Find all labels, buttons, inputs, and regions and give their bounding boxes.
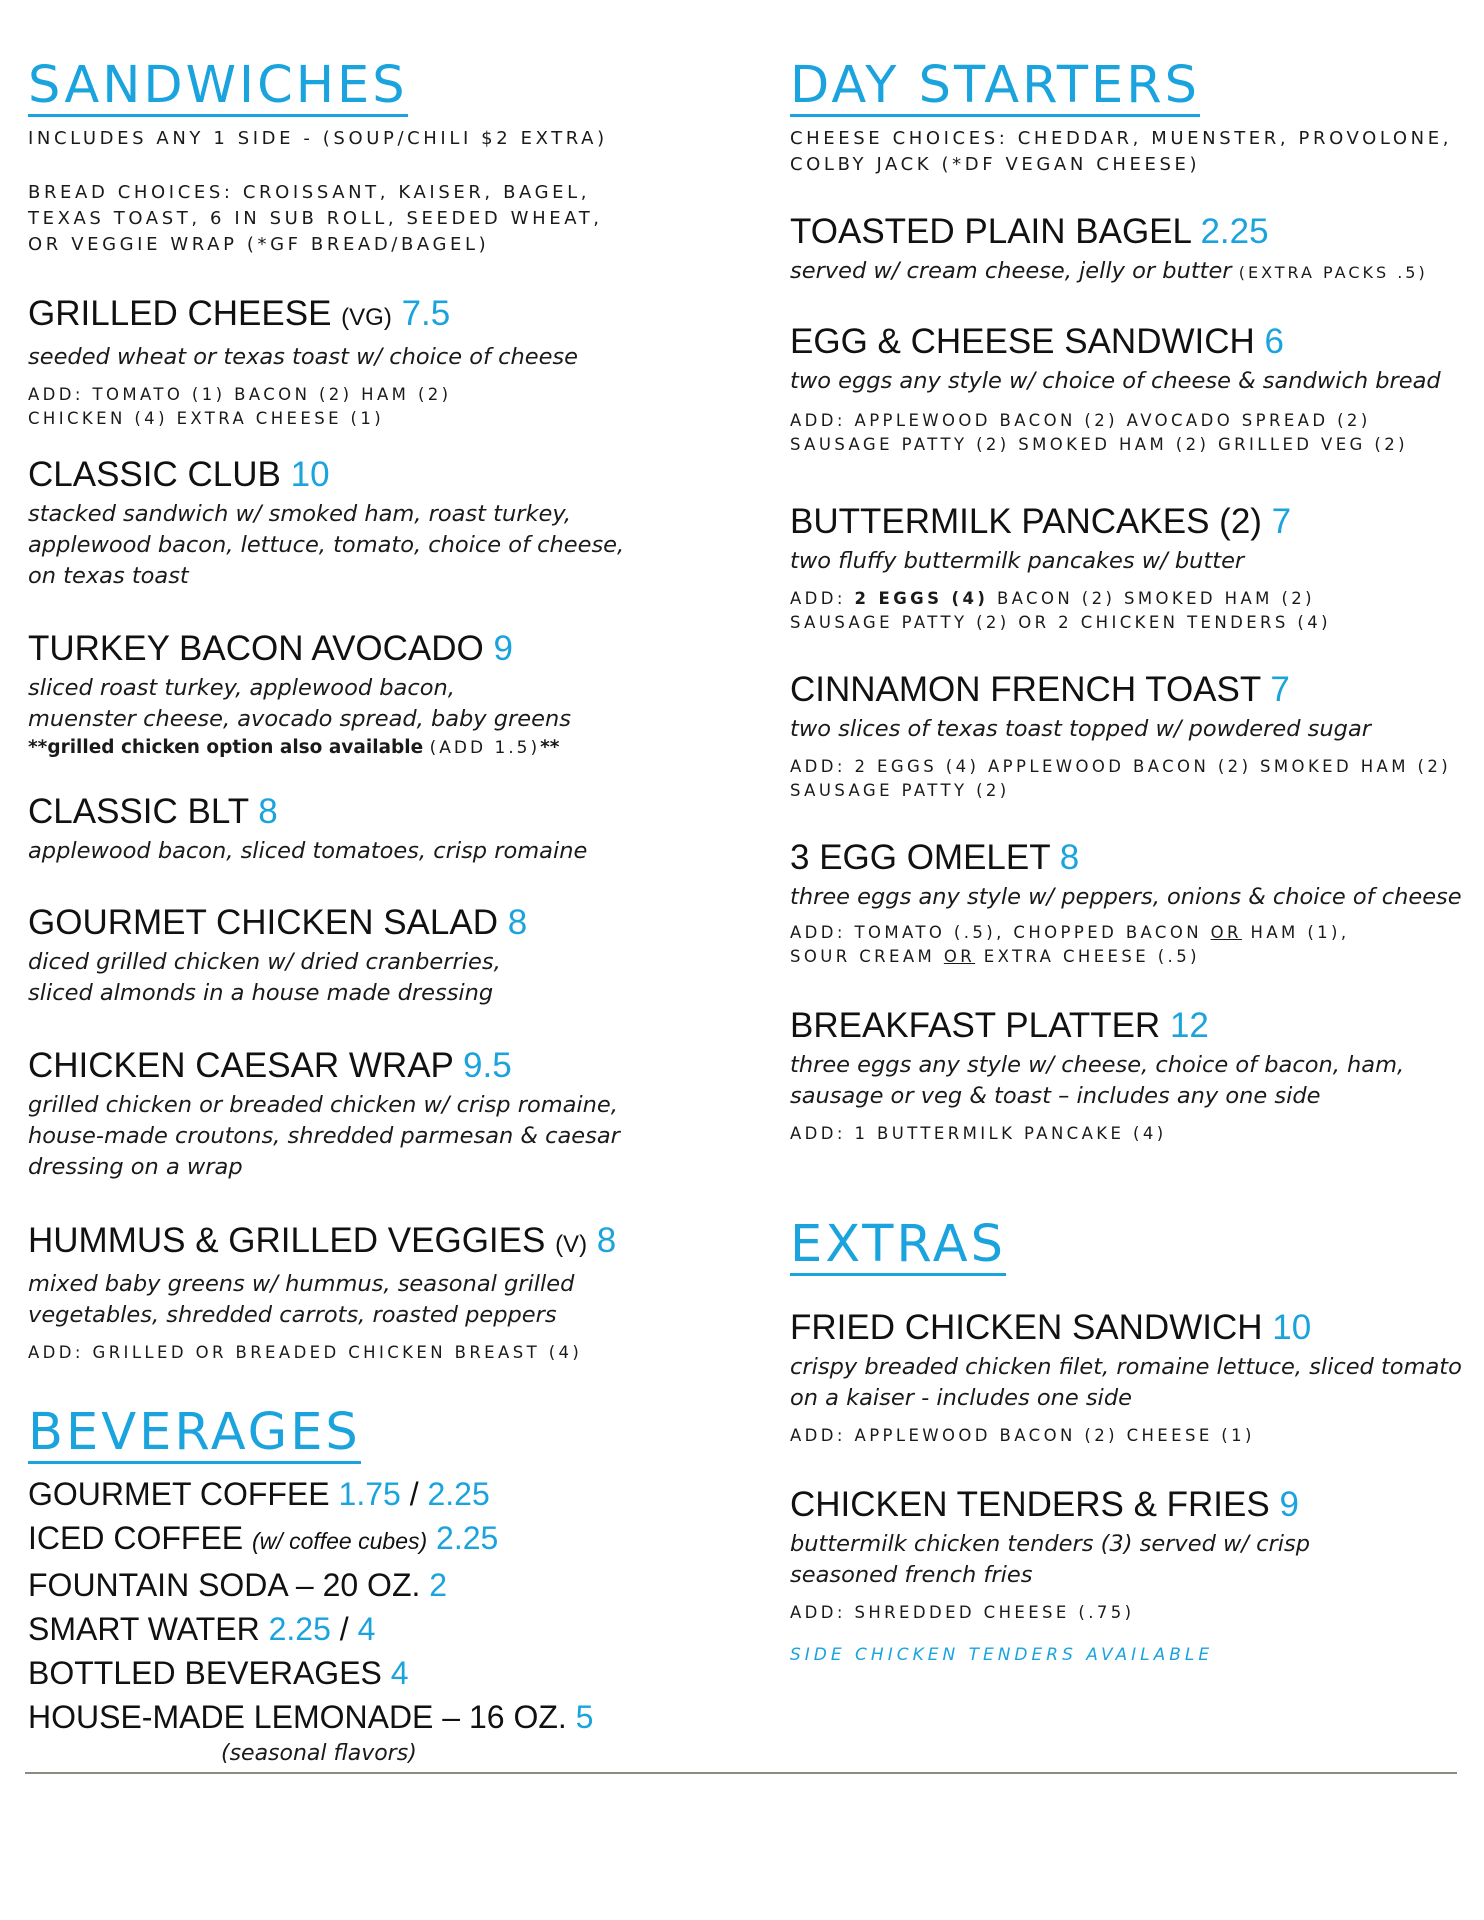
item-title <box>28 1221 748 1265</box>
item-price: 8 <box>1059 838 1080 877</box>
item-description: buttermilk chicken tenders (3) served w/ crisp <box>790 1531 1311 1557</box>
item-description: two slices of texas toast topped w/ powdered sugar <box>790 716 1371 742</box>
item-tag: (VG) <box>341 304 392 331</box>
price-separator: / <box>339 1611 349 1647</box>
item-name: TOASTED PLAIN BAGEL <box>790 212 1191 251</box>
item-add-ons <box>790 945 1470 969</box>
item-description: applewood bacon, lettuce, tomato, choice of cheese, <box>28 532 625 558</box>
beverage-price: 4 <box>390 1655 409 1691</box>
option-note-end: ** <box>540 737 560 758</box>
item-price: 7.5 <box>401 294 451 333</box>
beverages-header <box>28 1405 748 1464</box>
item-price: 9.5 <box>463 1046 512 1085</box>
menu-item-hummus-grilled-veggies <box>28 1221 748 1365</box>
item-description: sliced almonds in a house made dressing <box>28 980 494 1006</box>
cheese-choices-line: COLBY JACK (*DF VEGAN CHEESE) <box>790 154 1201 175</box>
item-name: GRILLED CHEESE <box>28 294 332 333</box>
add-prefix: ADD: <box>790 589 855 608</box>
bread-choices-line: OR VEGGIE WRAP (*GF BREAD/BAGEL) <box>28 234 490 255</box>
day-starters-header <box>790 58 1470 117</box>
item-name: TURKEY BACON AVOCADO <box>28 629 484 668</box>
beverage-price: 2.25 <box>268 1611 331 1647</box>
item-name: CINNAMON FRENCH TOAST <box>790 670 1261 709</box>
sandwiches-title: SANDWICHES <box>28 56 408 115</box>
item-add-ons: ADD: SHREDDED CHEESE (.75) <box>790 1603 1135 1622</box>
item-title <box>790 1485 1470 1525</box>
item-description: crispy breaded chicken filet, romaine lettuce, sliced tomato <box>790 1354 1462 1380</box>
menu-item-cinnamon-french-toast <box>790 670 1470 803</box>
menu-item-classic-blt <box>28 792 748 867</box>
item-description: on texas toast <box>28 563 189 589</box>
item-add-ons <box>790 587 1470 611</box>
beverage-price: 2 <box>429 1567 448 1603</box>
item-description: two eggs any style w/ choice of cheese & sandwich bread <box>790 368 1441 394</box>
item-title <box>28 1046 748 1086</box>
item-price: 8 <box>258 792 278 831</box>
bread-choices-line: TEXAS TOAST, 6 IN SUB ROLL, SEEDED WHEAT, <box>28 208 603 229</box>
item-title <box>28 629 748 669</box>
menu-item-gourmet-chicken-salad <box>28 903 748 1009</box>
item-name: CHICKEN CAESAR WRAP <box>28 1046 454 1085</box>
beverage-price: 2.25 <box>427 1476 490 1512</box>
add-or: OR <box>943 947 976 966</box>
item-description: dressing on a wrap <box>28 1154 243 1180</box>
item-title <box>28 792 748 832</box>
item-add-ons: SAUSAGE PATTY (2) <box>790 781 1010 800</box>
item-description: stacked sandwich w/ smoked ham, roast turkey, <box>28 501 572 527</box>
item-price: 9 <box>1279 1485 1299 1524</box>
add-or: OR <box>1210 923 1242 942</box>
side-chicken-tenders-note: SIDE CHICKEN TENDERS AVAILABLE <box>790 1645 1214 1665</box>
item-name: HUMMUS & GRILLED VEGGIES <box>28 1221 546 1260</box>
beverage-name: SMART WATER <box>28 1611 260 1647</box>
item-description: house-made croutons, shredded parmesan & caesar <box>28 1123 620 1149</box>
item-add-ons: SAUSAGE PATTY (2) SMOKED HAM (2) GRILLED VEG (2) <box>790 435 1408 454</box>
sandwiches-side-note: INCLUDES ANY 1 SIDE - (SOUP/CHILI $2 EXTRA) <box>28 128 608 149</box>
item-description: mixed baby greens w/ hummus, seasonal grilled <box>28 1271 575 1297</box>
day-starters-title: DAY STARTERS <box>790 56 1201 115</box>
beverage-price: 5 <box>575 1699 594 1735</box>
item-title <box>790 502 1470 542</box>
beverage-item <box>28 1607 748 1651</box>
sandwiches-header <box>28 58 748 117</box>
item-price: 7 <box>1270 670 1290 709</box>
item-title <box>790 670 1470 710</box>
menu-item-3-egg-omelet <box>790 838 1470 969</box>
item-price: 8 <box>596 1221 617 1260</box>
item-name: 3 EGG OMELET <box>790 838 1050 877</box>
item-title <box>28 294 748 338</box>
add-rest: BACON (2) SMOKED HAM (2) <box>988 589 1316 608</box>
beverage-name: ICED COFFEE <box>28 1520 244 1556</box>
item-price: 9 <box>493 629 513 668</box>
item-add-ons: CHICKEN (4) EXTRA CHEESE (1) <box>28 409 385 428</box>
item-description: diced grilled chicken w/ dried cranberries, <box>28 949 501 975</box>
item-description: two fluffy buttermilk pancakes w/ butter <box>790 548 1245 574</box>
menu-item-toasted-plain-bagel <box>790 212 1470 288</box>
item-price: 10 <box>1272 1308 1312 1347</box>
beverage-name: HOUSE-MADE LEMONADE – 16 OZ. <box>28 1699 567 1735</box>
item-add-ons: ADD: 1 BUTTERMILK PANCAKE (4) <box>790 1124 1167 1143</box>
item-description: sausage or veg & toast – includes any one side <box>790 1083 1321 1109</box>
item-name: GOURMET CHICKEN SALAD <box>28 903 498 942</box>
extras-header <box>790 1217 1470 1276</box>
item-description: grilled chicken or breaded chicken w/ crisp romaine, <box>28 1092 618 1118</box>
add-text: ADD: TOMATO (.5), CHOPPED BACON <box>790 923 1211 942</box>
menu-item-chicken-caesar-wrap <box>28 1046 748 1183</box>
item-description: seeded wheat or texas toast w/ choice of cheese <box>28 344 578 370</box>
menu-item-fried-chicken-sandwich <box>790 1308 1470 1448</box>
item-price: 12 <box>1169 1006 1209 1045</box>
menu-item-breakfast-platter <box>790 1006 1470 1146</box>
menu-item-chicken-tenders-fries <box>790 1485 1470 1625</box>
item-price: 6 <box>1264 322 1284 361</box>
beverage-item <box>28 1651 748 1695</box>
item-description-text: served w/ cream cheese, jelly or butter <box>790 258 1232 284</box>
add-text: HAM (1), <box>1241 923 1350 942</box>
beverage-name: GOURMET COFFEE <box>28 1476 330 1512</box>
item-add-ons: SAUSAGE PATTY (2) OR 2 CHICKEN TENDERS (4) <box>790 613 1332 632</box>
extras-title: EXTRAS <box>790 1215 1007 1274</box>
item-title <box>790 838 1470 878</box>
item-add-ons: ADD: TOMATO (1) BACON (2) HAM (2) <box>28 385 452 404</box>
item-description: vegetables, shredded carrots, roasted peppers <box>28 1302 557 1328</box>
item-add-ons: ADD: GRILLED OR BREADED CHICKEN BREAST (4) <box>28 1343 583 1362</box>
beverage-note: (seasonal flavors) <box>221 1741 417 1766</box>
beverage-item <box>28 1516 748 1563</box>
item-title <box>28 455 748 495</box>
item-description: seasoned french fries <box>790 1562 1033 1588</box>
item-title <box>790 1308 1470 1348</box>
beverage-tag: (w/ coffee cubes) <box>252 1528 428 1554</box>
beverage-item <box>28 1563 748 1607</box>
bread-choices-line: BREAD CHOICES: CROISSANT, KAISER, BAGEL, <box>28 182 591 203</box>
item-description: applewood bacon, sliced tomatoes, crisp romaine <box>28 838 588 864</box>
item-price: 7 <box>1271 502 1292 541</box>
item-name: BREAKFAST PLATTER <box>790 1006 1161 1045</box>
beverage-price: 1.75 <box>338 1476 401 1512</box>
item-description: on a kaiser - includes one side <box>790 1385 1132 1411</box>
item-name: CLASSIC BLT <box>28 792 249 831</box>
item-name: BUTTERMILK PANCAKES (2) <box>790 502 1262 541</box>
item-name: EGG & CHEESE SANDWICH <box>790 322 1255 361</box>
add-text: EXTRA CHEESE (.5) <box>975 947 1200 966</box>
item-name: CLASSIC CLUB <box>28 455 281 494</box>
beverages-list <box>28 1472 748 1769</box>
item-price: 8 <box>507 903 528 942</box>
beverage-price: 4 <box>357 1611 376 1647</box>
cheese-choices <box>790 126 1470 178</box>
beverage-name: BOTTLED BEVERAGES <box>28 1655 382 1691</box>
menu-item-egg-cheese-sandwich <box>790 322 1470 457</box>
item-name: FRIED CHICKEN SANDWICH <box>790 1308 1263 1347</box>
cheese-choices-line: CHEESE CHOICES: CHEDDAR, MUENSTER, PROVOLONE, <box>790 128 1453 149</box>
item-add-ons: ADD: APPLEWOOD BACON (2) CHEESE (1) <box>790 1426 1255 1445</box>
beverages-title: BEVERAGES <box>28 1403 361 1462</box>
menu-item-grilled-cheese <box>28 294 748 431</box>
item-add-ons: ADD: 2 EGGS (4) APPLEWOOD BACON (2) SMOKED HAM (2) <box>790 757 1452 776</box>
item-description <box>790 256 1470 288</box>
item-extra-note: (EXTRA PACKS .5) <box>1238 263 1428 282</box>
menu-item-buttermilk-pancakes <box>790 502 1470 635</box>
item-title <box>790 212 1470 252</box>
item-add-ons: ADD: APPLEWOOD BACON (2) AVOCADO SPREAD (2) <box>790 411 1371 430</box>
item-title <box>790 322 1470 362</box>
beverage-item <box>28 1695 748 1739</box>
item-title <box>790 1006 1470 1046</box>
item-description: three eggs any style w/ peppers, onions & choice of cheese <box>790 884 1462 910</box>
item-description: three eggs any style w/ cheese, choice of bacon, ham, <box>790 1052 1405 1078</box>
bread-choices <box>28 180 748 258</box>
item-tag: (V) <box>555 1231 588 1258</box>
item-price: 10 <box>290 455 330 494</box>
item-add-ons <box>790 921 1470 945</box>
item-description: muenster cheese, avocado spread, baby greens <box>28 706 571 732</box>
beverage-item <box>28 1472 748 1516</box>
beverage-price: 2.25 <box>436 1520 499 1556</box>
item-price: 2.25 <box>1200 212 1269 251</box>
add-bold: 2 EGGS (4) <box>854 589 989 608</box>
item-title <box>28 903 748 943</box>
menu-item-classic-club <box>28 455 748 592</box>
beverage-name: FOUNTAIN SODA – 20 OZ. <box>28 1567 421 1603</box>
menu-item-turkey-bacon-avocado <box>28 629 748 761</box>
price-separator: / <box>409 1476 419 1512</box>
item-option-note <box>28 735 748 761</box>
bottom-divider <box>25 1772 1457 1774</box>
option-note-price: (ADD 1.5) <box>429 738 541 758</box>
item-description: sliced roast turkey, applewood bacon, <box>28 675 455 701</box>
add-text: SOUR CREAM <box>790 947 944 966</box>
item-name: CHICKEN TENDERS & FRIES <box>790 1485 1270 1524</box>
option-note-text: **grilled chicken option also available <box>28 737 424 758</box>
